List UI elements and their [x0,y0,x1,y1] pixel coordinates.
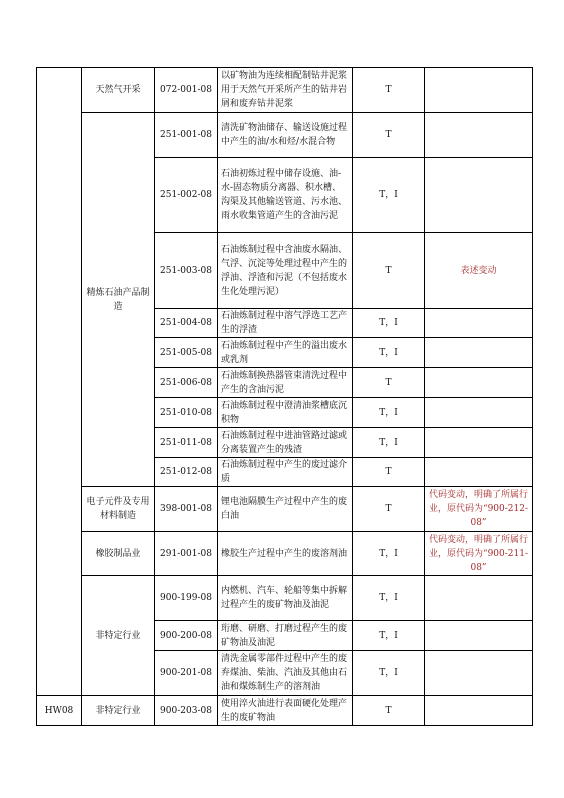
note-cell [425,68,533,113]
note-cell [425,368,533,398]
note-cell [425,398,533,428]
code-cell: 251-006-08 [155,368,218,398]
characteristic-cell: T，I [353,621,425,651]
note-cell: 代码变动，明确了所属行业，原代码为“900-211-08” [425,532,533,576]
code-cell: 251-010-08 [155,398,218,428]
description-cell: 石油炼制过程中溶气浮选工艺产生的浮渣 [218,309,353,338]
note-cell [425,158,533,233]
characteristic-cell: T [353,68,425,113]
characteristic-cell: T，I [353,576,425,621]
description-cell: 橡胶生产过程中产生的废溶剂油 [218,532,353,576]
characteristic-cell: T [353,458,425,487]
characteristic-cell: T，I [353,158,425,233]
description-cell: 以矿物油为连续相配制钻井泥浆用于天然气开采所产生的钻井岩屑和废弃钻井泥浆 [218,68,353,113]
characteristic-cell: T [353,368,425,398]
characteristic-cell: T，I [353,532,425,576]
code-cell: 251-002-08 [155,158,218,233]
description-cell: 石油炼制过程中进油管路过滤或分离装置产生的残渣 [218,428,353,458]
hazardous-waste-table [36,67,533,726]
industry-cell: 电子元件及专用材料制造 [82,487,155,532]
code-cell: 251-011-08 [155,428,218,458]
code-cell: 251-003-08 [155,233,218,309]
table-row [37,696,533,726]
code-cell: 251-004-08 [155,309,218,338]
note-cell [425,309,533,338]
code-cell: 072-001-08 [155,68,218,113]
description-cell: 锂电池隔膜生产过程中产生的废白油 [218,487,353,532]
characteristic-cell: T [353,233,425,309]
industry-cell: 精炼石油产品制造 [82,113,155,487]
industry-cell: 非特定行业 [82,576,155,696]
description-cell: 清洗矿物油储存、输送设施过程中产生的油/水和烃/水混合物 [218,113,353,158]
description-cell: 石油炼制过程中产生的溢出废水或乳剂 [218,338,353,368]
note-cell [425,458,533,487]
code-cell: 900-201-08 [155,651,218,696]
characteristic-cell: T，I [353,398,425,428]
description-cell: 石油炼制过程中澄清油浆槽底沉积物 [218,398,353,428]
description-cell: 珩磨、研磨、打磨过程产生的废矿物油及油泥 [218,621,353,651]
industry-cell: 非特定行业 [82,696,155,726]
characteristic-cell: T，I [353,338,425,368]
note-cell [425,113,533,158]
note-cell [425,651,533,696]
table-row [37,487,533,532]
code-cell: 900-200-08 [155,621,218,651]
code-cell: 291-001-08 [155,532,218,576]
code-cell: 251-005-08 [155,338,218,368]
table-row [37,532,533,576]
category-cell: HW08 [37,696,82,726]
table-row [37,68,533,113]
description-cell: 使用淬火油进行表面硬化处理产生的废矿物油 [218,696,353,726]
note-cell [425,576,533,621]
characteristic-cell: T [353,113,425,158]
code-cell: 251-012-08 [155,458,218,487]
characteristic-cell: T [353,487,425,532]
code-cell: 398-001-08 [155,487,218,532]
table-row [37,113,533,158]
note-cell [425,621,533,651]
note-cell: 代码变动，明确了所属行业，原代码为“900-212-08” [425,487,533,532]
code-cell: 251-001-08 [155,113,218,158]
characteristic-cell: T，I [353,309,425,338]
code-cell: 900-199-08 [155,576,218,621]
description-cell: 内燃机、汽车、轮船等集中拆解过程产生的废矿物油及油泥 [218,576,353,621]
category-cell [37,68,82,696]
description-cell: 石油炼制过程中含油废水隔油、气浮、沉淀等处理过程中产生的浮油、浮渣和污泥（不包括废水生化处理污泥） [218,233,353,309]
note-cell [425,696,533,726]
table-row [37,576,533,621]
characteristic-cell: T [353,696,425,726]
industry-cell: 橡胶制品业 [82,532,155,576]
note-cell [425,428,533,458]
characteristic-cell: T，I [353,428,425,458]
description-cell: 石油炼制过程中产生的废过滤介质 [218,458,353,487]
code-cell: 900-203-08 [155,696,218,726]
note-cell: 表述变动 [425,233,533,309]
characteristic-cell: T，I [353,651,425,696]
industry-cell: 天然气开采 [82,68,155,113]
description-cell: 石油初炼过程中储存设施、油-水-固态物质分离器、积水槽、沟渠及其他输送管道、污水池、雨水收集管道产生的含油污泥 [218,158,353,233]
description-cell: 石油炼制换热器管束清洗过程中产生的含油污泥 [218,368,353,398]
description-cell: 清洗金属零部件过程中产生的废弃煤油、柴油、汽油及其他由石油和煤炼制生产的溶剂油 [218,651,353,696]
note-cell [425,338,533,368]
